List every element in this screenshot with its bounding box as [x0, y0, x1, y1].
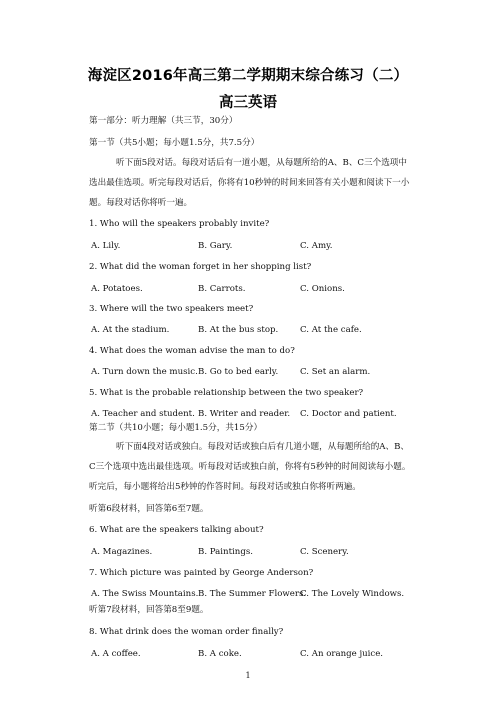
option-a: A. The Swiss Mountains.: [91, 589, 199, 599]
question-2: 2. What did the woman forget in her shopping list?: [89, 262, 312, 272]
question-5: 5. What is the probable relationship between the two speaker?: [89, 388, 364, 398]
part-heading: 第一部分：听力理解（共三节，30分）: [89, 116, 238, 126]
page-subtitle: 高三英语: [219, 95, 277, 111]
option-b: B. Go to bed early.: [198, 367, 279, 377]
option-a: A. Lily.: [91, 241, 121, 251]
page-title: 海淀区2016年高三第二学期期末综合练习（二）: [87, 68, 409, 84]
option-a: A. Turn down the music.: [91, 367, 198, 377]
option-b: B. The Summer Flowers.: [198, 589, 307, 599]
option-b: B. Writer and reader.: [198, 409, 291, 419]
section2-instructions: 听下面4段对话或独白。每段对话或独白后有几道小题，从每题所给的A、B、C三个选项中选出最佳选项。听每段对话或独白前，你将有5秒钟的时间阅读每小题。听完后，每小题将给出5秒钟的作答时间。每段对话或独白你将听两遍。: [89, 442, 411, 492]
question-8: 8. What drink does the woman order finally?: [89, 627, 284, 637]
section2-heading: 第二节（共10小题；每小题1.5分，共15分）: [89, 423, 263, 433]
question-1: 1. Who will the speakers probably invite?: [89, 219, 270, 229]
page-number: 1: [245, 671, 251, 680]
option-b: B. Gary.: [198, 241, 233, 251]
section1-instructions: 听下面5段对话。每段对话后有一道小题，从每题所给的A、B、C三个选项中选出最佳选项。听完每段对话后，你将有10秒钟的时间来回答有关小题和阅读下一小题。每段对话你将听一遍。: [89, 158, 410, 208]
question-6: 6. What are the speakers talking about?: [89, 525, 264, 535]
option-a: A. Magazines.: [91, 547, 153, 557]
option-b: B. Paintings.: [198, 547, 253, 557]
option-b: B. At the bus stop.: [198, 325, 279, 335]
option-c: C. At the cafe.: [300, 325, 362, 335]
option-a: A. Potatoes.: [91, 284, 143, 294]
material-note-7: 听第7段材料，回答第8至9题。: [89, 605, 209, 615]
option-c: C. Onions.: [300, 284, 345, 294]
option-c: C. Set an alarm.: [300, 367, 371, 377]
option-b: B. Carrots.: [198, 284, 246, 294]
section1-heading: 第一节（共5小题；每小题1.5分，共7.5分）: [89, 138, 260, 148]
option-c: C. Amy.: [300, 241, 333, 251]
option-b: B. A coke.: [198, 649, 242, 659]
question-3: 3. Where will the two speakers meet?: [89, 304, 254, 314]
material-note-6: 听第6段材料，回答第6至7题。: [89, 504, 209, 514]
option-a: A. A coffee.: [91, 649, 141, 659]
option-a: A. Teacher and student.: [91, 409, 195, 419]
question-7: 7. Which picture was painted by George Anderson?: [89, 568, 314, 578]
option-a: A. At the stadium.: [91, 325, 170, 335]
option-c: C. Doctor and patient.: [300, 409, 397, 419]
question-4: 4. What does the woman advise the man to do?: [89, 346, 295, 356]
option-c: C. An orange juice.: [300, 649, 384, 659]
option-c: C. Scenery.: [300, 547, 349, 557]
option-c: C. The Lovely Windows.: [300, 589, 405, 599]
